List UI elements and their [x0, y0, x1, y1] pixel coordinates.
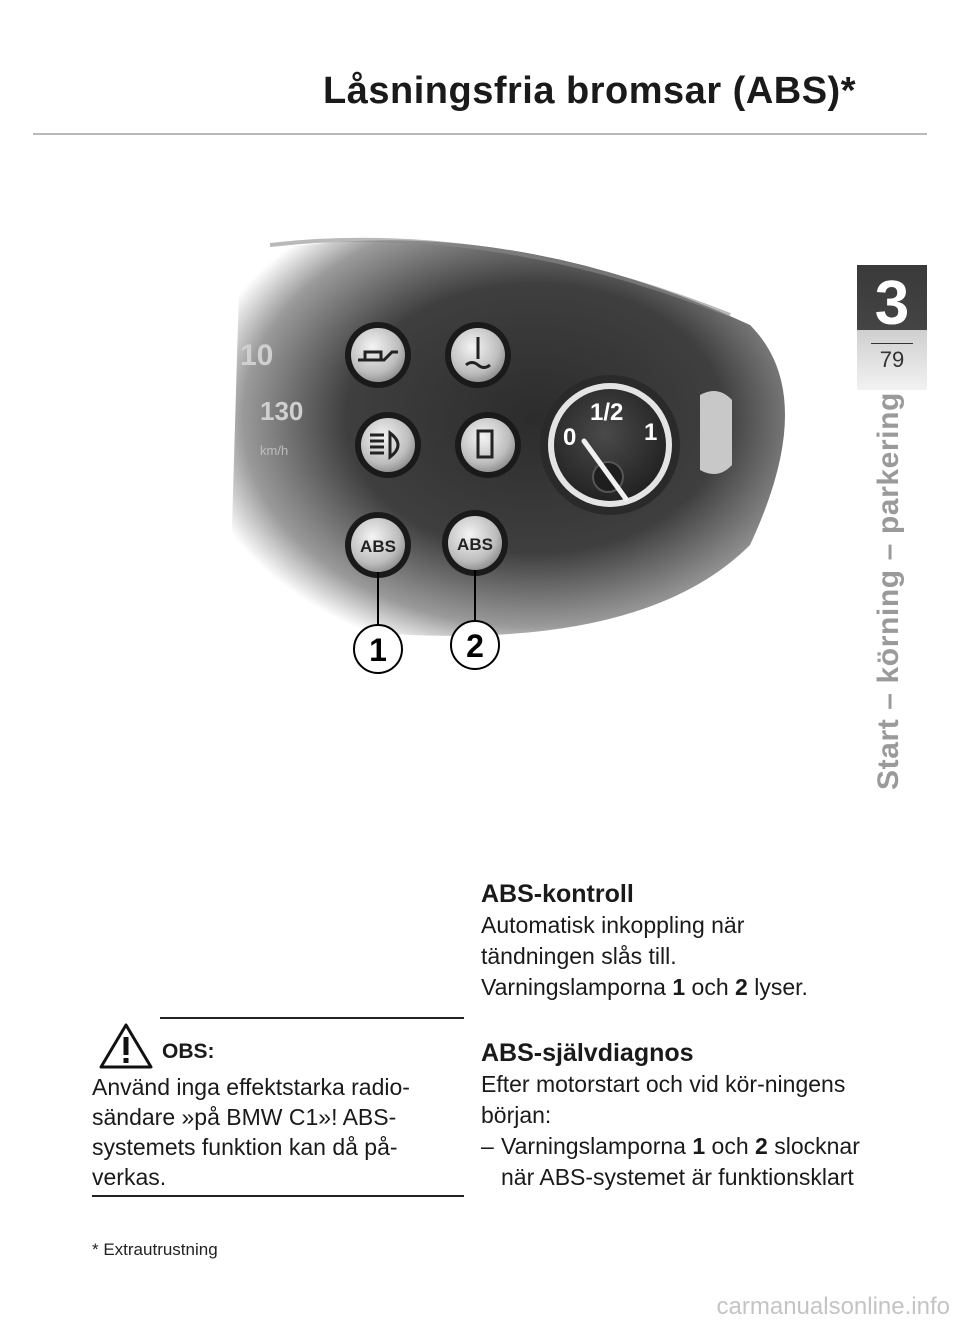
warning-triangle-icon: [98, 1022, 154, 1070]
callout-2: 2: [466, 628, 484, 664]
note-text: Använd inga effektstarka radio-sändare »på BMW C1»! ABS-systemets funktion kan då på-verkas.: [92, 1074, 410, 1190]
instrument-cluster-photo: [230, 215, 800, 705]
coolant-temp-lamp: [445, 322, 511, 388]
abs-diagnosis-heading: ABS-självdiagnos: [481, 1039, 694, 1067]
abs-diagnosis-intro: Efter motorstart och vid kör-ningens början:: [481, 1071, 846, 1128]
content-column: [481, 878, 861, 1193]
footnote: * Extrautrustning: [92, 1240, 218, 1259]
oil-pressure-lamp: [345, 322, 411, 388]
abs-lamp-1-label: ABS: [360, 537, 396, 556]
abs-lamp-1: [345, 512, 411, 578]
callout-1: 1: [369, 632, 387, 668]
fuel-label-half: 1/2: [590, 399, 624, 426]
fuel-label-full: 1: [644, 419, 658, 446]
note-label: OBS:: [162, 1040, 215, 1063]
chapter-divider: [871, 343, 913, 344]
chapter-number: 3: [874, 269, 910, 338]
turn-signal-arrow-icon: [700, 391, 732, 474]
note-rule-bottom: [92, 1195, 464, 1197]
page-title: Låsningsfria bromsar (ABS)*: [323, 70, 856, 112]
speedo-label-130: 130: [260, 396, 304, 426]
chapter-tab: [857, 265, 927, 390]
abs-lamp-2: [442, 510, 508, 576]
page-number: 79: [879, 347, 905, 372]
fuel-gauge: [540, 375, 680, 515]
list-item: – Varningslamporna 1 och 2 slocknar när ABS-systemet är funktionsklart: [481, 1133, 860, 1190]
note-rule-top: [160, 1017, 464, 1019]
header-rule: [33, 133, 927, 135]
chapter-side-title: Start – körning – parkering: [872, 392, 905, 790]
fuel-lamp: [455, 412, 521, 478]
headlight-lamp: [355, 412, 421, 478]
abs-lamp-2-label: ABS: [457, 535, 493, 554]
watermark: carmanualsonline.info: [716, 1293, 950, 1320]
speedo-unit: km/h: [260, 443, 289, 458]
speedo-label-10: 10: [240, 339, 274, 372]
fuel-label-empty: 0: [563, 424, 577, 451]
abs-control-text: Automatisk inkoppling när tändningen slås till. Varningslamporna 1 och 2 lyser.: [481, 912, 808, 1000]
abs-control-heading: ABS-kontroll: [481, 880, 634, 908]
